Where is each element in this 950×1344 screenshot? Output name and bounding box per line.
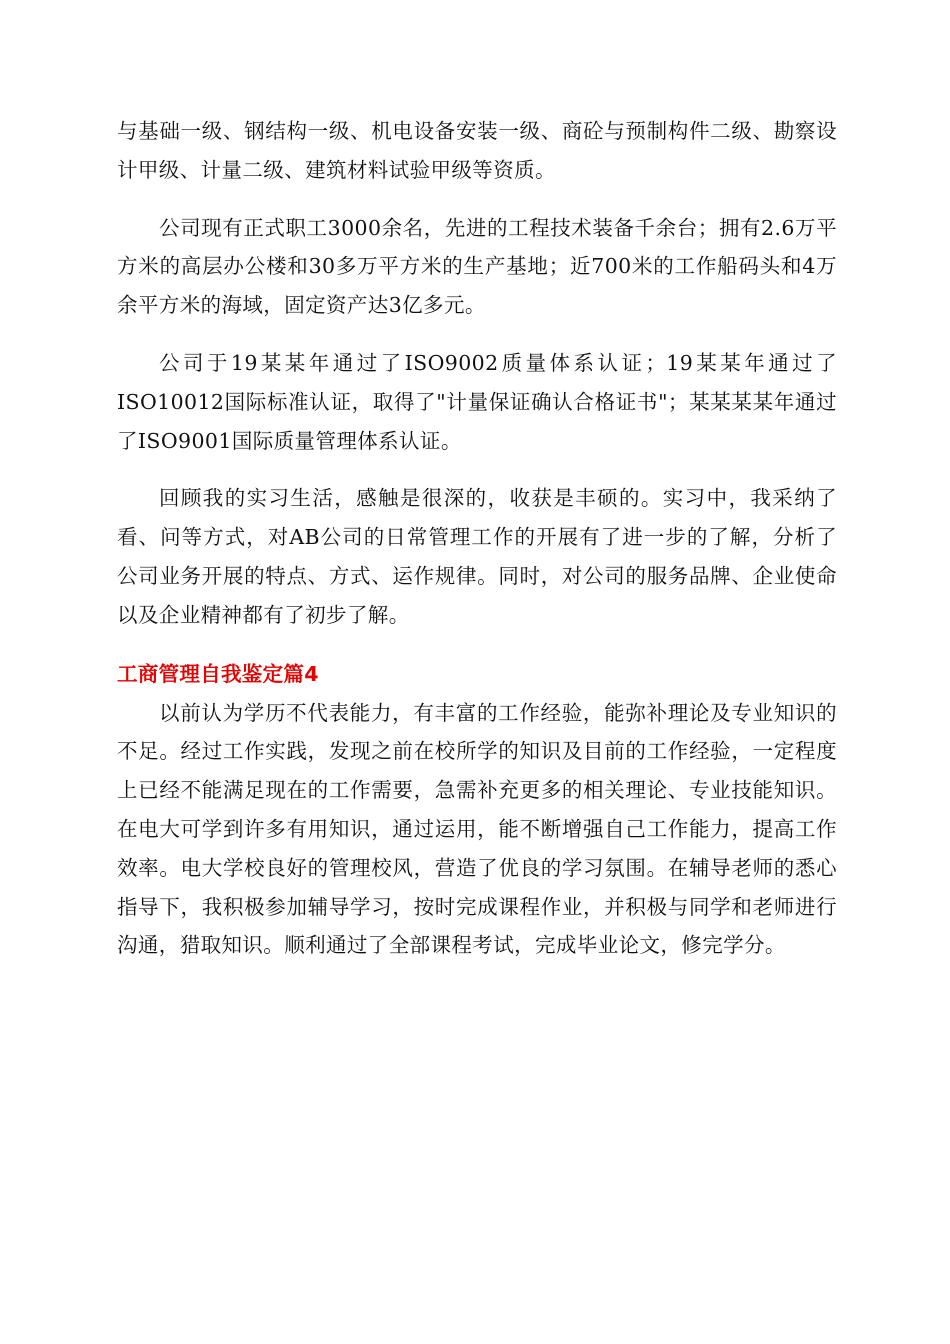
paragraph-self-assessment: 以前认为学历不代表能力，有丰富的工作经验，能弥补理论及专业知识的不足。经过工作实践，发现之前在校所学的知识及目前的工作经验，一定程度上已经不能满足现在的工作需要，急需补充更多的相关理论、专业技能知识。在电大可学到许多有用知识，通过运用，能不断增强自己工作能力，提高工作效率。电大学校良好的管理校风，营造了优良的学习氛围。在辅导老师的悉心指导下，我积极参加辅导学习，按时完成课程作业，并积极与同学和老师进行沟通，猎取知识。顺利通过了全部课程考试，完成毕业论文，修完学分。 — [117, 700, 837, 958]
section-heading: 工商管理自我鉴定篇4 — [117, 661, 319, 686]
paragraph-qualifications: 与基础一级、钢结构一级、机电设备安装一级、商砼与预制构件二级、勘察设计甲级、计量二级、建筑材料试验甲级等资质。 — [117, 119, 837, 182]
paragraph-certifications: 公司于19某某年通过了ISO9002质量体系认证；19某某年通过了ISO10012国际标准认证，取得了"计量保证确认合格证书"；某某某某年通过了ISO9001国际质量管理体系认证。 — [117, 350, 837, 453]
paragraph-internship-review: 回顾我的实习生活，感触是很深的，收获是丰硕的。实习中，我采纳了看、问等方式，对AB公司的日常管理工作的开展有了进一步的了解，分析了公司业务开展的特点、方式、运作规律。同时，对公司的服务品牌、企业使命以及企业精神都有了初步了解。 — [117, 486, 837, 627]
paragraph-staff-assets: 公司现有正式职工3000余名，先进的工程技术装备千余台；拥有2.6万平方米的高层办公楼和30多万平方米的生产基地；近700米的工作船码头和4万余平方米的海域，固定资产达3亿多元。 — [117, 215, 837, 318]
document-body — [117, 112, 837, 984]
